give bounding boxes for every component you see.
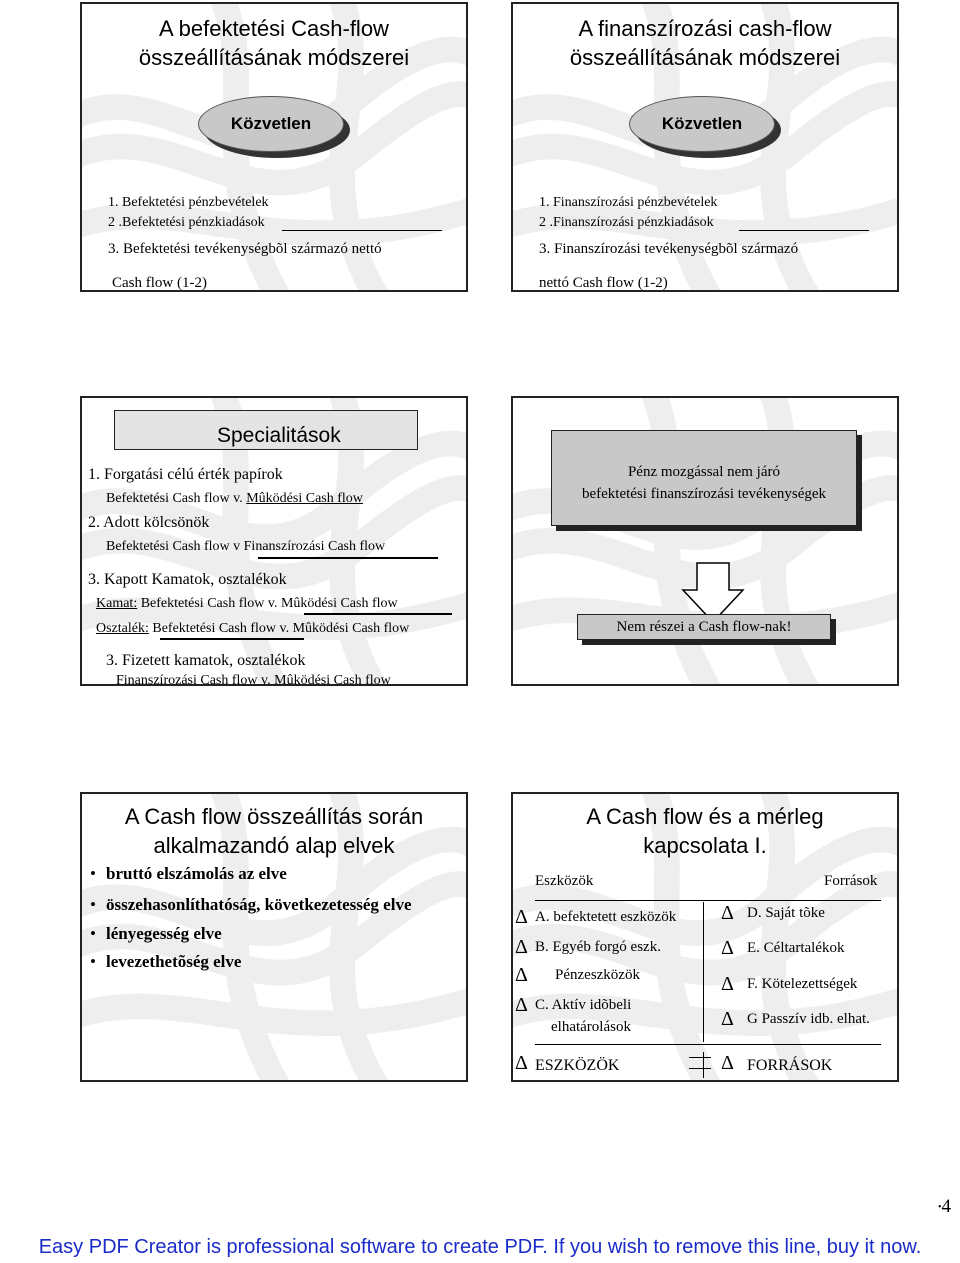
underline xyxy=(258,557,438,559)
underline xyxy=(160,638,304,640)
left-item-b: B. Egyéb forgó eszk. xyxy=(535,939,661,955)
line-5: 3. Kapott Kamatok, osztalékok xyxy=(88,571,287,588)
delta-d: Δ xyxy=(721,902,734,924)
item-3: 3. Finanszírozási tevékenységbõl származó xyxy=(539,241,799,257)
item-4: Cash flow (1-2) xyxy=(112,275,207,291)
delta-eszkozok: Δ xyxy=(515,1052,528,1074)
total-rule xyxy=(535,1044,881,1045)
title-line-1: A finanszírozási cash-flow xyxy=(578,16,832,41)
left-header: Eszközök xyxy=(535,873,594,889)
right-item-f: F. Kötelezettségek xyxy=(747,976,858,992)
delta-e: Δ xyxy=(721,937,734,959)
underline xyxy=(282,230,442,231)
page-number: •4 xyxy=(938,1196,952,1217)
left-item-c2: elhatárolások xyxy=(551,1019,631,1035)
total-right: FORRÁSOK xyxy=(747,1057,833,1074)
left-item-c: C. Aktív idõbeli xyxy=(535,997,632,1013)
slide-merleg-kapcsolat xyxy=(511,792,899,1082)
delta-g: Δ xyxy=(721,1008,734,1030)
title-line-1: A Cash flow összeállítás során xyxy=(124,804,424,829)
delta-f: Δ xyxy=(721,973,734,995)
line-8: 3. Fizetett kamatok, osztalékok xyxy=(106,652,306,669)
line-9: Finanszírozási Cash flow v. Mûködési Cash flow xyxy=(116,673,391,686)
footer-banner[interactable]: Easy PDF Creator is professional software to create PDF. If you wish to remove this line, buy it now. xyxy=(38,1236,922,1258)
underline xyxy=(304,613,452,615)
title-line-2: összeállításának módszerei xyxy=(569,45,841,70)
slide-finanszirozasi-cash-flow xyxy=(511,2,899,292)
slide-specialitasok xyxy=(80,396,468,686)
item-1: 1. Finanszírozási pénzbevételek xyxy=(539,195,718,210)
bullet-2: • összehasonlíthatóság, következetesség elve xyxy=(106,895,412,915)
total-left: ESZKÖZÖK xyxy=(535,1057,620,1074)
line-3: 2. Adott kölcsönök xyxy=(88,514,210,531)
delta-a: Δ xyxy=(515,906,528,928)
right-item-e: E. Céltartalékok xyxy=(747,940,845,956)
left-item-penz: Pénzeszközök xyxy=(555,967,640,983)
item-3: 3. Befektetési tevékenységbõl származó nettó xyxy=(108,241,382,257)
title-line-2: kapcsolata I. xyxy=(643,833,767,858)
line-6: Kamat: Befektetési Cash flow v. Mûködési Cash flow xyxy=(96,596,398,611)
line-7: Osztalék: Befektetési Cash flow v. Mûködési Cash flow xyxy=(96,621,410,636)
bullet-1: • bruttó elszámolás az elve xyxy=(106,864,287,884)
slide-alap-elvek xyxy=(80,792,468,1082)
slide-befektetesi-cash-flow xyxy=(80,2,468,292)
delta-forrasok: Δ xyxy=(721,1052,734,1074)
left-item-a: A. befektetett eszközök xyxy=(535,909,677,925)
slide-title xyxy=(513,802,897,860)
item-2: 2 .Befektetési pénzkiadások xyxy=(108,215,265,230)
title-line-2: összeállításának módszerei xyxy=(138,45,410,70)
box-line-1: Pénz mozgással nem járó xyxy=(627,464,781,480)
underline xyxy=(739,230,869,231)
right-item-d: D. Saját tõke xyxy=(747,905,825,921)
item-2: 2 .Finanszírozási pénzkiadások xyxy=(539,215,714,230)
bullet-4: • levezethetõség elve xyxy=(106,952,241,972)
info-box xyxy=(551,430,857,526)
item-4: nettó Cash flow (1-2) xyxy=(539,275,668,291)
delta-penz: Δ xyxy=(515,964,528,986)
line-4: Befektetési Cash flow v Finanszírozási Cash flow xyxy=(106,539,386,554)
line-2: Befektetési Cash flow v. Mûködési Cash flow xyxy=(106,491,363,506)
slide-title xyxy=(513,14,897,72)
column-divider xyxy=(703,902,704,1042)
title-line-2: alkalmazandó alap elvek xyxy=(153,833,395,858)
slide-penzmozgas xyxy=(511,396,899,686)
delta-b: Δ xyxy=(515,936,528,958)
kozvetlen-oval: Közvetlen xyxy=(198,96,344,152)
kozvetlen-oval: Közvetlen xyxy=(629,96,775,152)
result-box: Nem részei a Cash flow-nak! xyxy=(577,614,831,640)
box-line-2: befektetési finanszírozási tevékenységek xyxy=(581,486,827,502)
bullet-3: • lényegesség elve xyxy=(106,924,222,944)
slide-title: Specialitások xyxy=(217,424,341,447)
slide-title xyxy=(82,14,466,72)
delta-c: Δ xyxy=(515,994,528,1016)
item-1: 1. Befektetési pénzbevételek xyxy=(108,195,269,210)
total-divider xyxy=(703,1052,704,1078)
slide-title xyxy=(82,802,466,860)
title-line-1: A befektetési Cash-flow xyxy=(159,16,389,41)
equals-sign xyxy=(689,1057,711,1069)
title-line-1: A Cash flow és a mérleg xyxy=(586,804,824,829)
right-header: Források xyxy=(824,873,878,889)
header-rule xyxy=(535,900,881,901)
line-1: 1. Forgatási célú érték papírok xyxy=(88,466,283,483)
right-item-g: G Passzív idb. elhat. xyxy=(747,1011,870,1027)
